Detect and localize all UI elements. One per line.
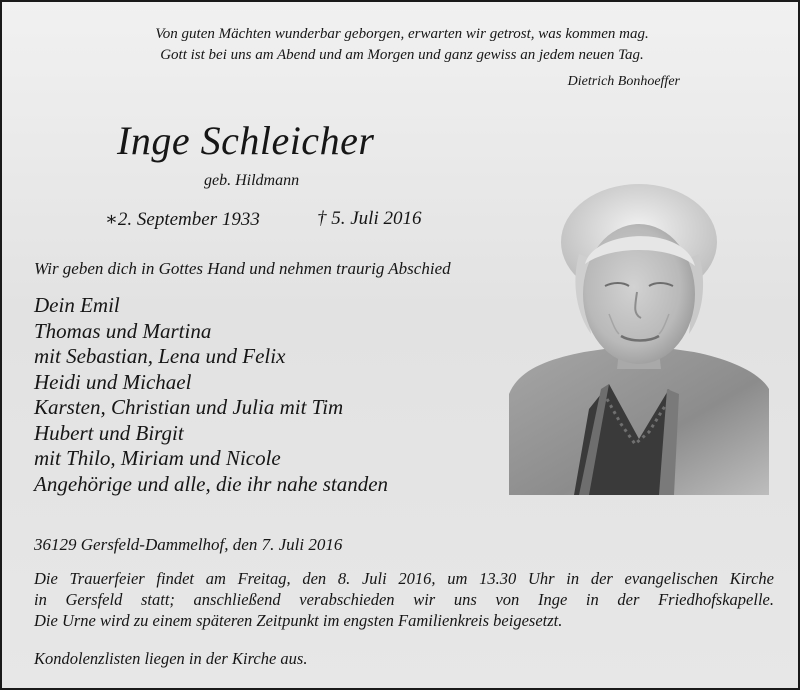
mourner-line: Angehörige und alle, die ihr nahe standen <box>34 471 389 496</box>
mourner-line: Thomas und Martina <box>34 318 212 343</box>
mourner-line: Hubert und Birgit <box>34 420 184 445</box>
mourner-line: mit Thilo, Miriam und Nicole <box>34 446 281 470</box>
mourner-line: Dein Emil <box>34 293 120 317</box>
funeral-line-3: Die Urne wird zu einem späteren Zeitpunkt im engsten Familienkreis beigesetzt. <box>34 611 563 630</box>
mourner-line: Heidi und Michael <box>34 369 192 394</box>
mourner-line: Karsten, Christian und Julia mit Tim <box>34 395 344 419</box>
birth-date: ∗2. September 1933 <box>105 209 260 230</box>
deceased-name: Inge Schleicher <box>117 118 375 163</box>
quote-line-1: Von guten Mächten wunderbar geborgen, erwarten wir getrost, was kommen mag. <box>155 26 649 42</box>
quote-author: Dietrich Bonhoeffer <box>567 74 680 89</box>
place-and-date: 36129 Gersfeld-Dammelhof, den 7. Juli 2016 <box>34 535 343 554</box>
quote-line-2: Gott ist bei uns am Abend und am Morgen und ganz gewiss an jedem neuen Tag. <box>160 47 644 63</box>
condolence-note: Kondolenzlisten liegen in der Kirche aus. <box>34 649 308 668</box>
farewell-line: Wir geben dich in Gottes Hand und nehmen traurig Abschied <box>34 259 451 278</box>
funeral-line-2: in Gersfeld statt; anschließend verabschieden wir uns von Inge in der Friedhofskapelle. <box>34 590 774 609</box>
funeral-details <box>34 568 774 631</box>
death-date: † 5. Juli 2016 <box>317 208 422 229</box>
mourner-line: mit Sebastian, Lena und Felix <box>34 344 286 368</box>
funeral-line-1: Die Trauerfeier findet am Freitag, den 8. Juli 2016, um 13.30 Uhr in der evangelischen Kirche <box>34 569 774 588</box>
mourners-list <box>34 293 388 497</box>
maiden-name: geb. Hildmann <box>204 172 300 189</box>
portrait-photo <box>509 184 769 495</box>
